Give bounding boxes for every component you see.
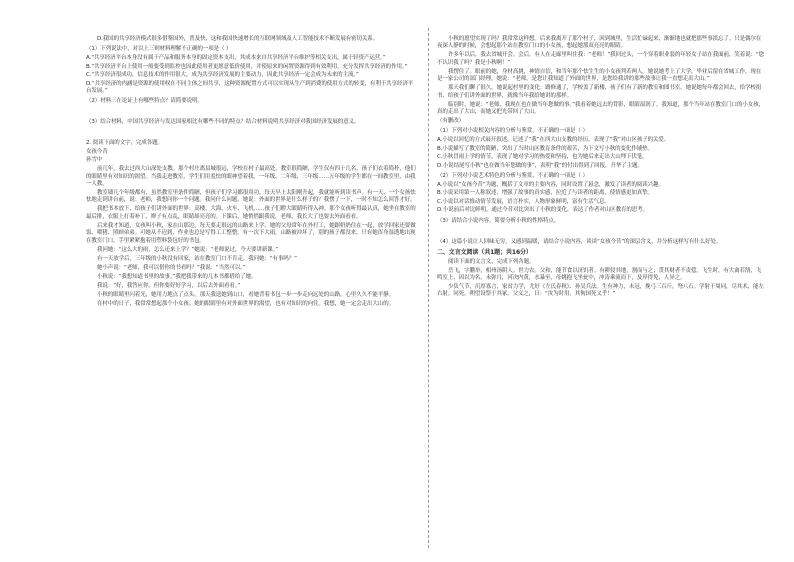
story-question-1-stem: （1）下列对小说相关内容的分析与鉴赏，不正确的一项是（ ）: [437, 128, 588, 135]
dialogue-line: 她小声说：“老师，我可以借你的书看吗？”我说：“当然可以。”: [97, 264, 246, 271]
section-2-label: 2. 阅读下面的文字，完成各题。: [86, 140, 163, 147]
dialogue-line: 小秋说：“我想知道书里的故事。”我把我带来的几本书都借给了她。: [97, 273, 257, 280]
question-1-option-a: A.“共享经济平台本身没有属于产品和服务本身的固定资本支出，其成本来自共享经济平台维护等相关支出，属于轻资产运营。”: [86, 55, 386, 62]
question-3: （3）结合材料，中国共享经济与发达国家相比有哪些不同的特点？结合材料说明共享经济对我国经济发展的意义。: [86, 119, 360, 126]
question-2: （2）材料三在论证上有哪些特点？请简要说明。: [86, 98, 203, 105]
dialogue-line: 小秋的眼睛里闪着光，她用力地点了点头。那天我送她到山口，看她背着书包一步一步走向远处的山路，心里久久不能平静。: [97, 291, 395, 298]
story-paragraph: 小秋的愿望实现了吗？我常常这样想。后来我离开了那个村子，回到城里，生活忙碌起来，渐渐地也就把那些事淡忘了。只是偶尔在夜深人静的时候，会想起那个站在教室门口的小女孩，想起她那双亮亮的眼睛。: [437, 36, 762, 50]
question-1-option-d: D.“共享经济的内涵是资源的使用权在不同主体之间共享，这种资源配置方式可以实现从生产到消费的使用方式的转变，有利于共享经济平台发展。”: [86, 80, 414, 95]
question-1-option-c: C.“共享经济很成功，信息技术的作用很大，成为共享经济发展的主要动力，因此共享经济一定会成为未来的主流。”: [86, 72, 359, 79]
story-question-1-option-d: D.小说结尾写小秋“也在做当年您做的事”，表明“我”的付出得到了回报，升华了主题。: [437, 162, 643, 169]
story-question-2-option-b: B.小说采用第一人称叙述，增强了故事的真实感，拉近了与读者的距离，使情感更加真挚。: [437, 190, 653, 197]
notes-label: （有删改）: [437, 118, 465, 125]
story-title: 女孩今昔: [86, 149, 108, 156]
story-question-2-option-d: D.小说前后对比鲜明，通过今昔对比突出了小秋的变化，表达了作者对山区教育的思考。: [437, 207, 648, 214]
story-question-3: （3）请结合小说内容，简要分析小秋的性格特点。: [437, 217, 560, 224]
story-author: 孙雪中: [86, 156, 103, 163]
story-paragraph: 那天我们聊了很久。她说起村里的变化：路修通了，学校盖了新楼，孩子们有了新的教室和图书室。她说她每年都会回去，给学校捐书，给孩子们讲外面的世界，就像当年我给她讲的那样。: [437, 85, 762, 99]
story-paragraph: 我愣住了。眼前的她，身材高挑，神情自信，和当年那个怯生生的小女孩判若两人。她说她考上了大学，毕业后留在省城工作，现在是一家公司的部门经理。她说：“老师，是您让我知道了外面的世界，是您给我讲的那些故事让我一直想走出大山。”: [437, 68, 762, 83]
story-question-1-option-b: B.小说描写了教室的简陋，突出了当时山区教育条件的艰苦，为下文写小秋的变化作铺垫。: [437, 145, 653, 152]
dialogue-line: 有一天放学后，三年级的小秋没有回家，站在教室门口不肯走。我问她：“有事吗？”: [97, 255, 297, 262]
story-question-1-option-a: A.小说以回忆的方式展开叙述，记述了“我”在西大山支教的经历，表现了“我”对山区孩子的关爱。: [437, 137, 670, 144]
story-question-4: （4）这篇小说让人回味无穷，又感到温暖，请结合小说内容，谈谈“女孩今昔”的深层含义，并分析这样写有什么好处。: [437, 238, 722, 245]
classical-paragraph: 岳飞，字鹏举，相州汤阴人。世力农。父和，能节食以济饥者。有耕侵其地，割而与之；贳其财者不责偿。飞生时，有大禽若鹄，飞鸣室上，因以为名。未弥月，河决内黄，水暴至，母姚抱飞坐瓮中，冲涛乘流而下，及岸得免，人异之。: [437, 267, 762, 281]
question-1-option-b: B.“共享经济平台上使用一般要受到监控也因此使用者更愿意低价使用，并使原来的闲置资源得到有效利用，充分发挥共享经济的作用。”: [86, 63, 408, 70]
story-paragraph: 许多年以后，我去省城开会。会后，有人在走廊里叫住我：“老师！”我回过头，一个穿着职业装的年轻女子站在我面前，笑着说：“您不认识我了吗？我是小秋啊！”: [437, 52, 765, 66]
story-question-2-option-c: C.小说以对话推动情节发展，语言朴实，人物形象鲜明，富有生活气息。: [437, 198, 610, 205]
intro-line: D.我国的共享经济模式很多借鉴国外，普及快，这和我国快速增长的互联网领域及人工智能技术不断发展有密切关系。: [97, 36, 379, 42]
story-paragraph: 教室墙几个年级都有，虽然教室里条件简陋，但孩子们学习都很用功，每天早上太阳刚升起，我就能听到读书声。有一天，一个女孩怯怯地走到讲台前，说：老师，我想问你一个问题。我问什么问题。她说：外面的世界是什么样子的？我愣了一下，一时不知怎么回答才好。: [86, 190, 416, 204]
dialogue-line: 我说：“好，我答应你。但你要好好学习，以后去外面看看。”: [97, 282, 241, 289]
story-paragraph: 我把书本放下，给孩子们讲外面的世界：高楼、大海、火车、飞机……孩子们瞪大眼睛听得入神。那个女孩听得最认真，她坐在教室的最后排，衣服上打着补丁，辫子有点乱，眼睛却亮亮的。下课后，她悄悄跟我说，老师，我长大了也要去外面看看。: [86, 206, 416, 220]
story-paragraph: 前几年，我去过西大山深处支教。那个村庄离县城很远，学校在村子最高处，教室很简陋，学生仅有四十几名，孩子们衣着简朴，他们的眼睛里有对知识的渴望。当我走进教室，学生们用羞怯的眼神望着我，一年级、二年级、三年级……五年级的学生都在一间教室里，由我一人教。: [86, 166, 416, 188]
story-question-1-option-c: C.小秋冒雨上学的情节，表现了她对学习的热爱和坚持，也为她后来走出大山埋下伏笔。: [437, 154, 648, 161]
question-1-stem: （1）下列说法中，对以上三则材料理解不正确的一项是（ ）: [86, 46, 232, 53]
story-paragraph: 后来我才知道，女孩叫小秋，家在山那边，每天要走很远的山路来上学。她的父母常年在外打工，她跟奶奶住在一起，放学回家还要做饭、喂猪、照顾弟弟。可她从不迟到，作业也总是写得工工整整。有一次下大雨，山路被冲坏了，别的孩子都没来，只有她浑身湿透地出现在教室门口，手里紧紧抱着用塑料袋包好的书包。: [86, 222, 416, 244]
dialogue-line: 在村中的日子，我常常想起那个小女孩。她的眼睛里有对外面世界的渴望，也有对知识的向往。我想，她一定会走出大山的。: [97, 300, 395, 307]
column-divider: [428, 28, 429, 548]
classical-intro: 阅读下面的文言文，完成下列各题。: [448, 258, 535, 265]
story-question-2-stem: （2）下列对小说艺术特色的分析与鉴赏，不正确的一项是（ ）: [437, 173, 588, 180]
story-question-2-option-a: A.小说以“女孩今昔”为题，概括了文章的主要内容，同时设置了悬念，激发了读者的阅读兴趣。: [437, 182, 664, 189]
story-paragraph: 我问她：“这么大的雨，怎么还来上学？”她说：“老师说过，今天要讲新课。”: [97, 246, 279, 253]
section-heading-classical: 二、文言文阅读（共1题；共16分）: [437, 249, 532, 257]
right-column: [437, 36, 766, 300]
left-column: [86, 36, 416, 310]
story-paragraph: 临别时，她说：“老师，我现在也在做当年您做的事。”我看着她远去的背影，眼睛湿润了。我知道，那个当年站在教室门口的小女孩，真的走出了大山，而她又把光带回了大山。: [437, 101, 764, 116]
classical-paragraph: 少负气节，沉厚寡言，家贫力学，尤好《左氏春秋》、孙吴兵法。生有神力，未冠，挽弓三百斤，弩八石。学射于周同，尽其术，能左右射。同死，朔望设祭于其冢。父义之，曰：“汝为时用，其徇国死义乎！”: [437, 283, 764, 298]
